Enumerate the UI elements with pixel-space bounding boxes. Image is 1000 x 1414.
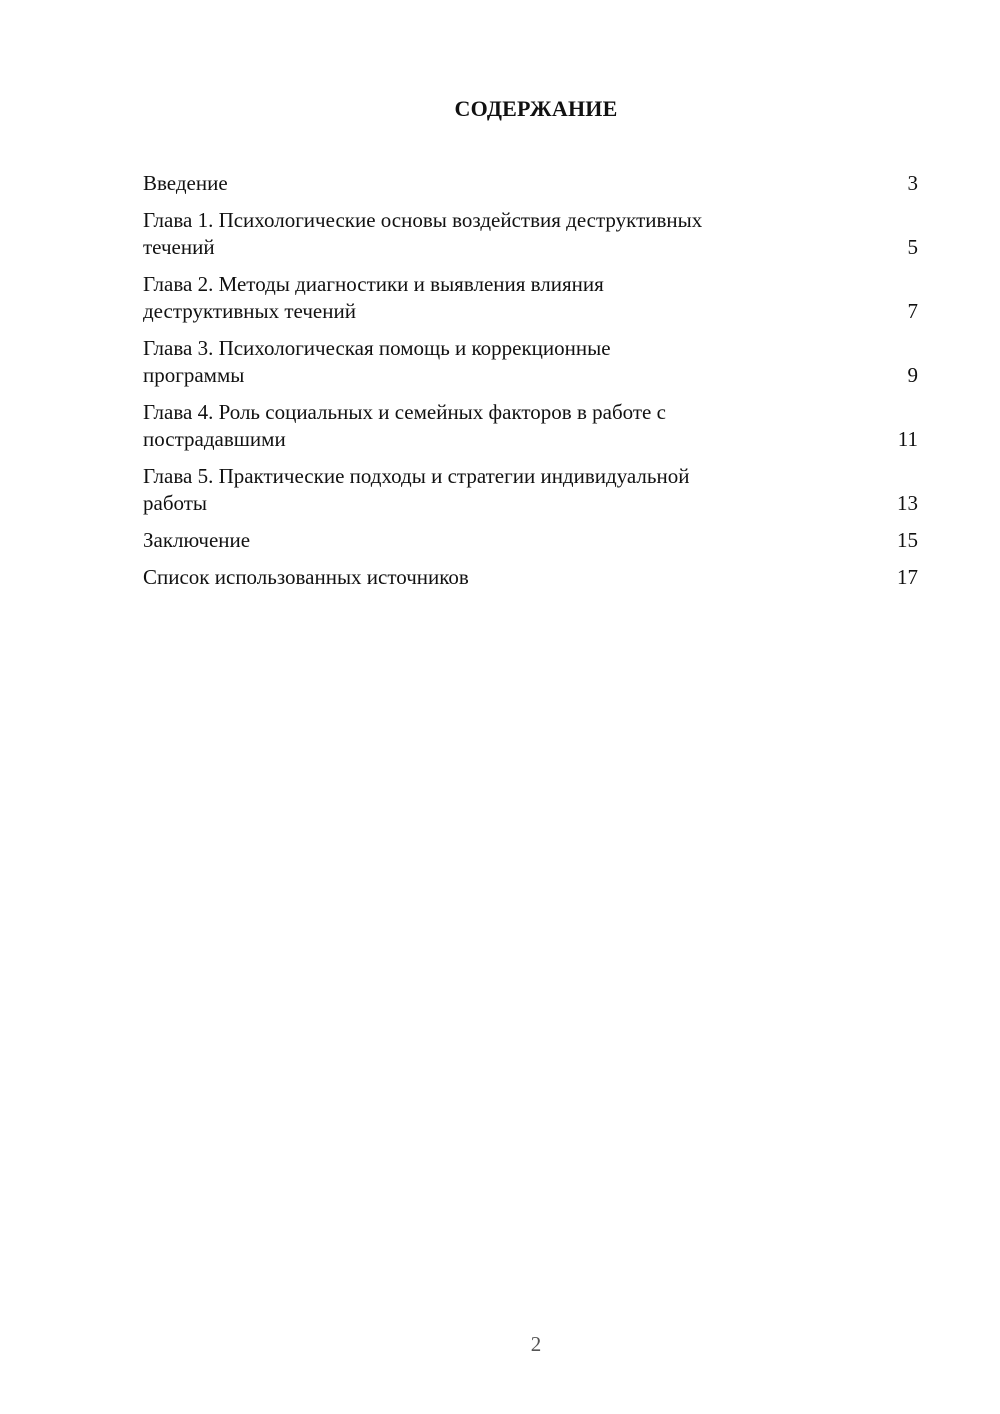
toc-entry-page: 11 [897, 427, 918, 451]
toc-entry-text: Глава 2. Методы диагностики и выявления влияния деструктивных течений [143, 272, 604, 323]
toc-entry-text: Заключение [143, 528, 251, 552]
toc-entry-page: 9 [907, 363, 918, 387]
toc-entry-text: Список использованных источников [143, 565, 469, 589]
toc-entry-introduction[interactable] [143, 170, 918, 197]
toc-entry-text: Глава 5. Практические подходы и стратегии индивидуальной работы [143, 464, 690, 515]
toc-entry-conclusion[interactable] [143, 527, 918, 554]
toc-entry-text: Введение [143, 171, 228, 195]
table-of-contents [143, 170, 918, 601]
toc-entry-chapter-1[interactable] [143, 207, 918, 261]
toc-entry-chapter-4[interactable] [143, 399, 918, 453]
page-title: СОДЕРЖАНИЕ [454, 96, 618, 121]
toc-entry-page: 13 [897, 491, 918, 515]
toc-entry-text: Глава 4. Роль социальных и семейных факторов в работе с пострадавшими [143, 400, 666, 451]
toc-entry-page: 17 [897, 565, 918, 589]
toc-entry-text: Глава 1. Психологические основы воздействия деструктивных течений [143, 208, 703, 259]
toc-entry-page: 3 [907, 171, 918, 195]
toc-entry-page: 7 [907, 299, 918, 323]
toc-entry-chapter-2[interactable] [143, 271, 918, 325]
toc-entry-page: 5 [907, 235, 918, 259]
toc-entry-text: Глава 3. Психологическая помощь и коррекционные программы [143, 336, 611, 387]
page-number: 2 [530, 1332, 542, 1356]
toc-entry-page: 15 [897, 528, 918, 552]
toc-entry-references[interactable] [143, 564, 918, 591]
toc-entry-chapter-5[interactable] [143, 463, 918, 517]
toc-entry-chapter-3[interactable] [143, 335, 918, 389]
